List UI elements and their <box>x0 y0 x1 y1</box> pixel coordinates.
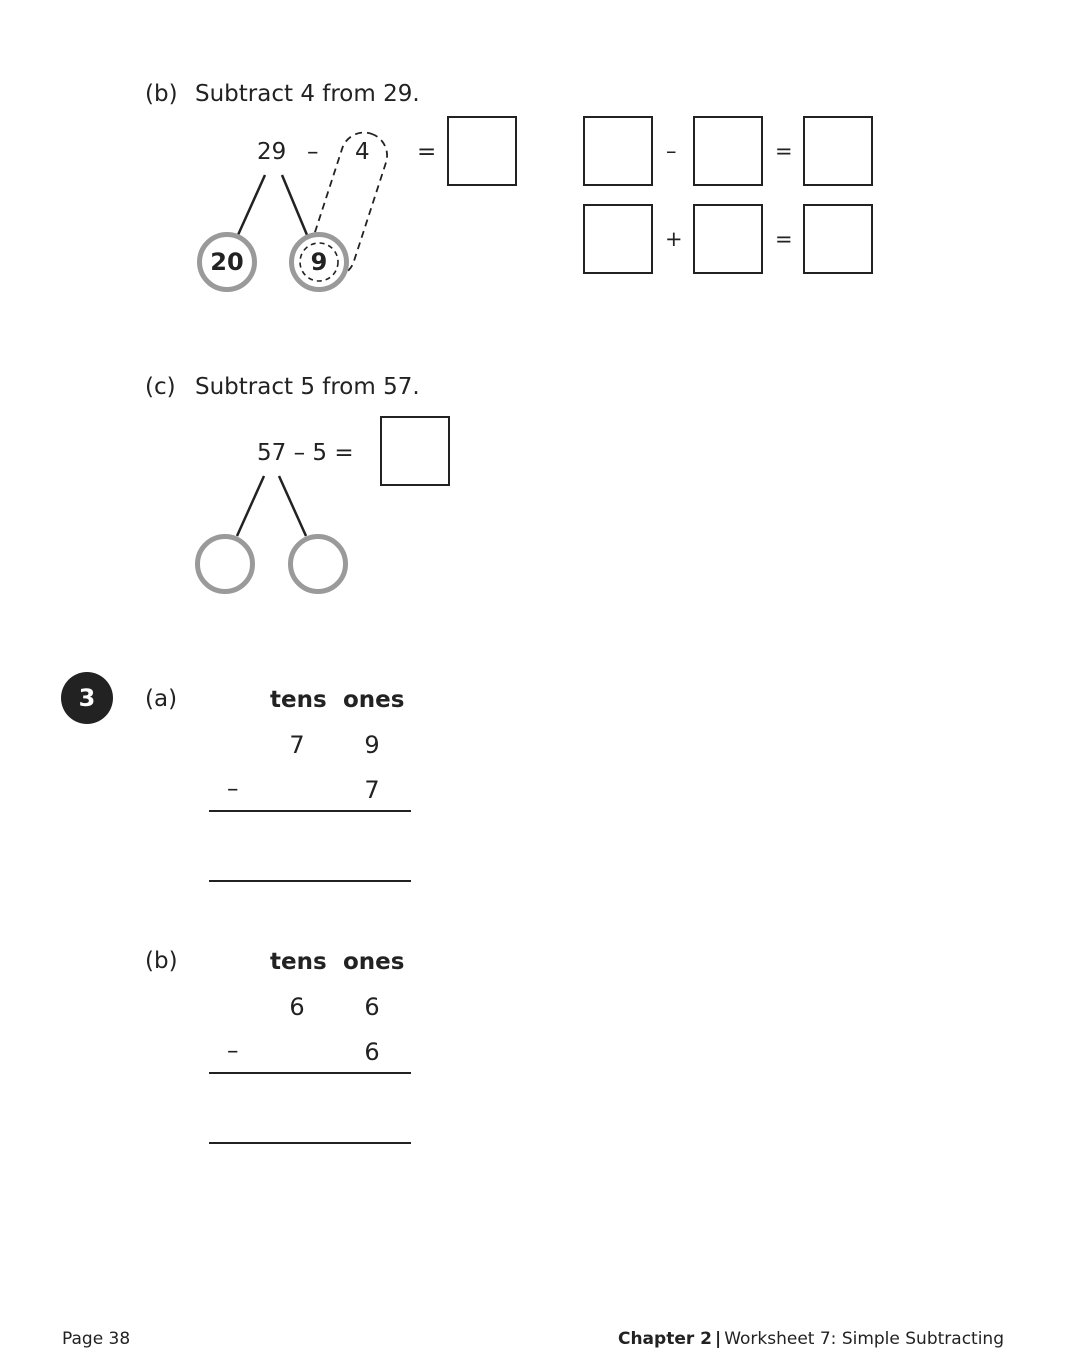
q3a-top-tens: 7 <box>289 731 305 759</box>
q2c-bond-circle-left[interactable] <box>195 534 255 594</box>
q2b-num2: 4 <box>355 139 370 165</box>
footer-chapter-info <box>618 1331 1004 1348</box>
q3a-tens-header: tens <box>270 687 327 713</box>
q3b-ones-header: ones <box>343 949 405 975</box>
q2b-row2-box-3[interactable] <box>803 204 873 274</box>
page-number: Page 38 <box>62 1329 131 1349</box>
q2b-row1-box-1[interactable] <box>583 116 653 186</box>
q2c-equation: 57 – 5 = <box>257 440 354 466</box>
q3a-top-ones: 9 <box>364 731 380 759</box>
q3a-sum-line <box>209 810 411 812</box>
q3b-sum-line <box>209 1072 411 1074</box>
q2b-dashed-ring <box>297 240 341 284</box>
q3b-answer-line[interactable] <box>209 1142 411 1144</box>
q3a-label: (a) <box>145 686 178 712</box>
q2b-row1-operator: – <box>666 139 677 163</box>
q2b-instruction: Subtract 4 from 29. <box>195 81 420 107</box>
q2b-row2-equals: = <box>775 227 793 251</box>
q2b-equals: = <box>417 139 437 165</box>
q2b-row1-box-2[interactable] <box>693 116 763 186</box>
q2b-bond-left-value: 20 <box>210 248 244 276</box>
q2b-bond-right-value: 9 <box>310 248 328 276</box>
q2c-bond-circle-right[interactable] <box>288 534 348 594</box>
q2c-label: (c) <box>145 374 176 400</box>
q3b-label: (b) <box>145 948 178 974</box>
q2b-row2-box-1[interactable] <box>583 204 653 274</box>
q3a-answer-line[interactable] <box>209 880 411 882</box>
q2b-label: (b) <box>145 81 178 107</box>
q2b-row1-equals: = <box>775 139 793 163</box>
footer-worksheet: Worksheet 7: Simple Subtracting <box>724 1329 1004 1349</box>
q2b-row1-box-3[interactable] <box>803 116 873 186</box>
q3b-bottom-ones: 6 <box>364 1038 380 1066</box>
footer-chapter: Chapter 2 <box>617 1329 712 1349</box>
q3-number-badge: 3 <box>61 672 113 724</box>
q3a-ones-header: ones <box>343 687 405 713</box>
q3b-tens-header: tens <box>270 949 327 975</box>
q3a-minus: – <box>227 776 239 802</box>
q3a-bottom-ones: 7 <box>364 776 380 804</box>
q2b-num1: 29 <box>257 139 287 165</box>
q3b-minus: – <box>227 1038 239 1064</box>
q3b-top-tens: 6 <box>289 993 305 1021</box>
q3b-top-ones: 6 <box>364 993 380 1021</box>
q2b-row2-operator: + <box>665 227 683 251</box>
q2b-bond-circle-tens <box>197 232 257 292</box>
q2b-minus: – <box>307 139 319 165</box>
q2c-instruction: Subtract 5 from 57. <box>195 374 420 400</box>
q2b-number-bond-lines <box>0 0 1077 320</box>
footer-separator: | <box>714 1329 722 1349</box>
q2b-row2-box-2[interactable] <box>693 204 763 274</box>
